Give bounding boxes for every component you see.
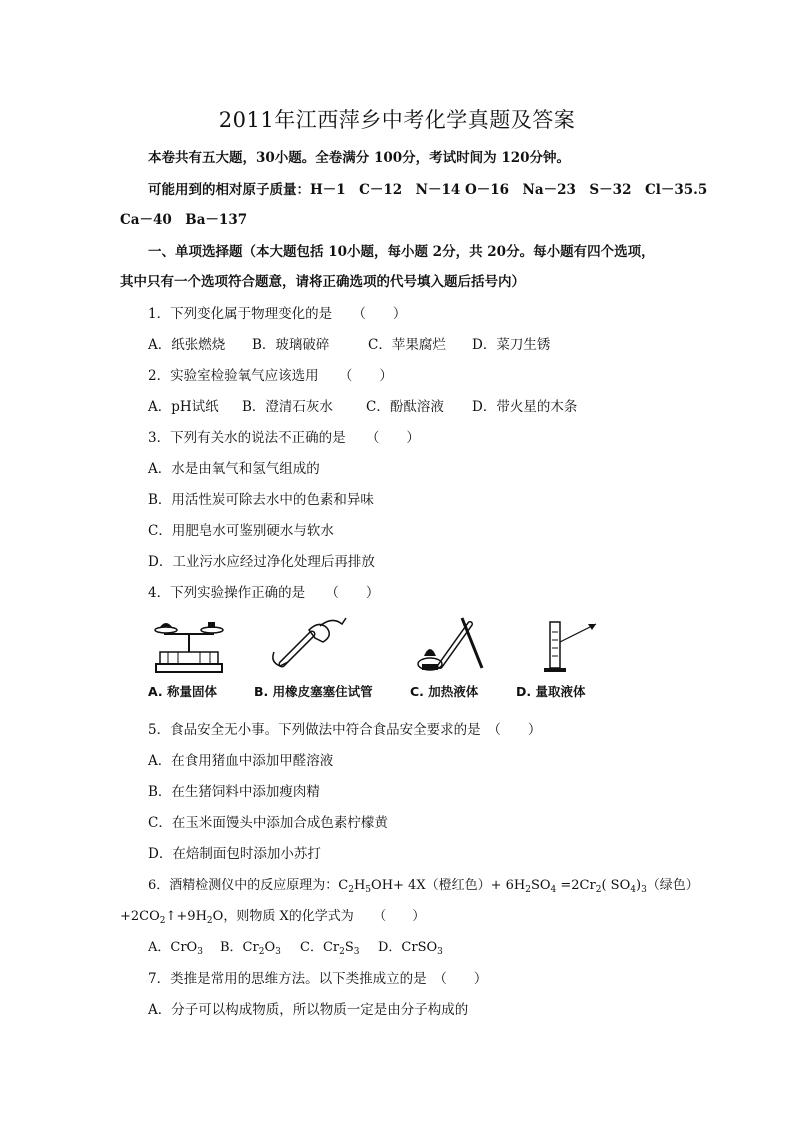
- subscript: 5: [365, 885, 372, 895]
- text-run: SO: [530, 878, 551, 893]
- question-1-options: [148, 333, 550, 353]
- intro-line-2: 可能用到的相对原子质量：H－1 C－12 N－14 O－16 Na－23 S－32 Cl－35.5: [148, 182, 708, 198]
- figure-c: [410, 612, 502, 704]
- question-7-stem: 7．类推是常用的思维方法。以下类推成立的是 （ ）: [148, 971, 488, 987]
- subscript: 3: [641, 885, 647, 895]
- question-6-options: [148, 936, 443, 957]
- text-run: （绿色）: [646, 878, 699, 893]
- question-5-option-a: A．在食用猪血中添加甲醛溶液: [148, 753, 334, 769]
- figure-b-caption: B. 用橡皮塞塞住试管: [254, 684, 373, 699]
- option-b: B．玻璃破碎: [252, 337, 330, 353]
- option-c: C．酚酞溶液: [366, 399, 444, 415]
- option-d: D．带火星的木条: [472, 399, 578, 415]
- option-d: D．菜刀生锈: [472, 337, 551, 353]
- text-run: D．CrSO: [378, 940, 438, 955]
- page-title: 2011年江西萍乡中考化学真题及答案: [218, 108, 576, 132]
- text-run: O: [264, 940, 276, 955]
- intro-line-3: Ca－40 Ba－137: [120, 212, 248, 228]
- subscript: 3: [437, 947, 443, 957]
- intro-line-1: 本卷共有五大题，30小题。全卷满分 100分，考试时间为 120分钟。: [148, 150, 571, 166]
- subscript: 3: [353, 947, 360, 957]
- subscript: 3: [197, 947, 203, 957]
- subscript: 3: [275, 947, 281, 957]
- text-run: ): [635, 878, 642, 893]
- question-6-stem: [148, 874, 699, 895]
- question-4-stem: 4．下列实验操作正确的是 （ ）: [148, 585, 380, 601]
- figure-a: [148, 612, 240, 704]
- figure-a-caption: A. 称量固体: [148, 684, 218, 699]
- section-heading: 一、单项选择题（本大题包括 10小题，每小题 2分，共 20分。每小题有四个选项，: [148, 244, 655, 260]
- text-run: =2Cr: [556, 878, 596, 893]
- text-run: A．CrO: [148, 940, 198, 955]
- question-5-option-b: B．在生猪饲料中添加瘦肉精: [148, 784, 320, 800]
- balance-illustration: [148, 612, 240, 678]
- question-3-option-d: D．工业污水应经过净化处理后再排放: [148, 554, 375, 570]
- section-heading-cont: 其中只有一个选项符合题意，请将正确选项的代号填入题后括号内）: [120, 274, 525, 290]
- question-2-options: [148, 395, 577, 415]
- text-run: OH+ 4X（橙红色）+ 6H: [371, 878, 526, 893]
- question-4-figures: [148, 612, 618, 704]
- option-b: [220, 936, 300, 957]
- question-3-option-c: C．用肥皂水可鉴别硬水与软水: [148, 523, 334, 539]
- figure-d-caption: D. 量取液体: [516, 684, 586, 699]
- option-c: C．苹果腐烂: [368, 337, 446, 353]
- option-a: A．纸张燃烧: [148, 337, 226, 353]
- figure-c-caption: C. 加热液体: [410, 684, 479, 699]
- subscript: 2: [258, 947, 265, 957]
- question-3-option-b: B．用活性炭可除去水中的色素和异味: [148, 492, 374, 508]
- text-run: ↑+9H: [165, 909, 207, 924]
- text-run: O，则物质 X的化学式为 （ ）: [212, 909, 426, 924]
- option-d: [378, 936, 443, 957]
- text-run: +2CO: [120, 909, 160, 924]
- subscript: 4: [630, 885, 636, 895]
- text-run: 6．酒精检测仪中的反应原理为：C: [148, 878, 349, 893]
- question-1-stem: 1．下列变化属于物理变化的是 （ ）: [148, 306, 407, 322]
- subscript: 2: [159, 916, 166, 926]
- cylinder-illustration: [516, 612, 606, 678]
- option-b: B．澄清石灰水: [242, 399, 333, 415]
- subscript: 4: [550, 885, 557, 895]
- question-6-stem-cont: [120, 905, 425, 926]
- text-run: B．Cr: [220, 940, 259, 955]
- question-5-option-d: D．在焙制面包时添加小苏打: [148, 846, 321, 862]
- question-5-stem: 5．食品安全无小事。下列做法中符合食品安全要求的是 （ ）: [148, 722, 542, 738]
- text-run: S: [344, 940, 354, 955]
- question-2-stem: 2．实验室检验氧气应该选用 （ ）: [148, 368, 393, 384]
- text-run: H: [353, 878, 366, 893]
- text-run: ( SO: [601, 878, 631, 893]
- subscript: 2: [595, 885, 602, 895]
- heating-illustration: [410, 612, 490, 678]
- figure-b: [254, 612, 394, 704]
- figure-d: [516, 612, 616, 704]
- subscript: 2: [348, 885, 354, 895]
- question-7-option-a: A．分子可以构成物质，所以物质一定是由分子构成的: [148, 1002, 469, 1018]
- text-run: C．Cr: [300, 940, 340, 955]
- question-3-option-a: A．水是由氧气和氢气组成的: [148, 461, 320, 477]
- subscript: 2: [339, 947, 345, 957]
- subscript: 2: [525, 885, 531, 895]
- option-a: A．pH试纸: [148, 399, 219, 415]
- option-a: [148, 936, 220, 957]
- question-3-stem: 3．下列有关水的说法不正确的是 （ ）: [148, 430, 420, 446]
- question-5-option-c: C．在玉米面馒头中添加合成色素柠檬黄: [148, 815, 388, 831]
- subscript: 2: [206, 916, 213, 926]
- stopper-illustration: [254, 612, 364, 678]
- option-c: [300, 936, 378, 957]
